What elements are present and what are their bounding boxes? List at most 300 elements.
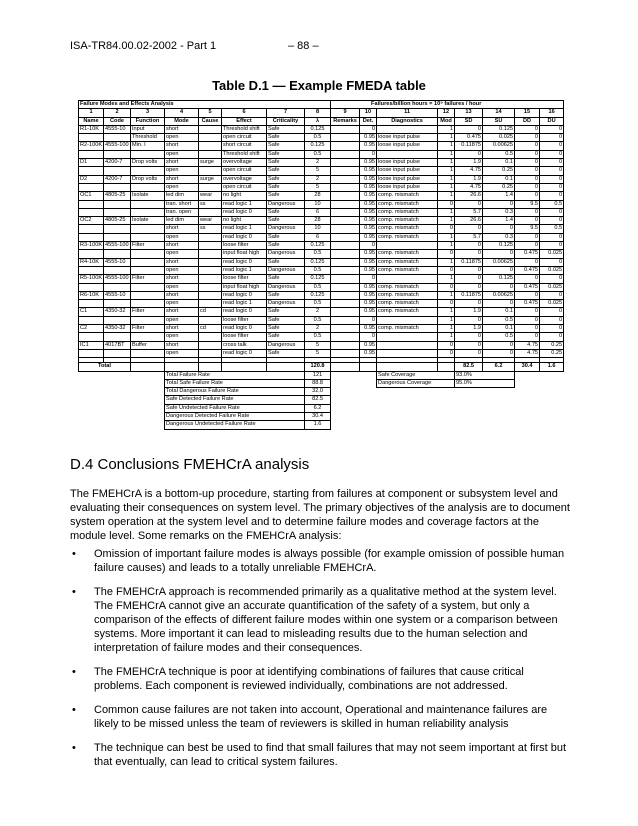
table-cell: 5.7 bbox=[455, 208, 483, 216]
list-item-text: The FMEHCrA technique is poor at identifying combinations of failures that cause critical problems. Each component is reviewed individually, combinations are not addressed. bbox=[94, 666, 524, 692]
table-cell bbox=[131, 300, 165, 308]
table-cell: Safe bbox=[267, 208, 305, 216]
table-cell bbox=[104, 333, 131, 341]
table-row bbox=[79, 175, 564, 183]
table-cell bbox=[199, 363, 222, 371]
table-cell bbox=[79, 167, 104, 175]
table-cell bbox=[331, 183, 360, 191]
table-cell: 0 bbox=[455, 125, 483, 133]
table-row bbox=[79, 341, 564, 349]
summary-value: 6.2 bbox=[305, 404, 331, 412]
table-cell: 0 bbox=[438, 266, 455, 274]
table-cell: 0 bbox=[515, 175, 540, 183]
table-cell: 0 bbox=[540, 325, 564, 333]
table-cell: 0 bbox=[360, 125, 377, 133]
table-cell bbox=[331, 250, 360, 258]
table-cell: 0 bbox=[455, 242, 483, 250]
table-cell: 1.4 bbox=[483, 217, 515, 225]
bullet-icon: • bbox=[72, 742, 76, 754]
table-cell bbox=[199, 266, 222, 274]
table-cell: 0.5 bbox=[305, 134, 331, 142]
table-cell: comp. mismatch bbox=[377, 233, 438, 241]
table-cell: Safe bbox=[267, 217, 305, 225]
table-cell: 0 bbox=[438, 300, 455, 308]
table-cell: 1 bbox=[438, 325, 455, 333]
table-cell: 2 bbox=[305, 325, 331, 333]
table-cell: 0 bbox=[515, 125, 540, 133]
table-cell: 0.025 bbox=[540, 283, 564, 291]
list-item-text: Omission of important failure modes is always possible (for example omission of possible human failure causes) and leads to a totally unreliable FMEHCrA. bbox=[94, 548, 565, 574]
table-cell: Filter bbox=[131, 325, 165, 333]
table-cell bbox=[104, 316, 131, 324]
table-cell: loose input pulse bbox=[377, 175, 438, 183]
table-cell: loose filter bbox=[222, 242, 267, 250]
column-header: DU bbox=[540, 117, 564, 125]
table-cell: read logic 1 bbox=[222, 266, 267, 274]
table-cell: 4555-100 bbox=[105, 275, 129, 282]
table-cell: open bbox=[165, 316, 199, 324]
table-cell bbox=[331, 225, 360, 233]
table-cell: 0.25 bbox=[540, 349, 564, 357]
table-cell bbox=[199, 349, 222, 357]
table-cell bbox=[199, 183, 222, 191]
table-cell: Safe bbox=[267, 159, 305, 167]
table-cell: 0 bbox=[540, 183, 564, 191]
table-cell: 0.5 bbox=[305, 266, 331, 274]
table-cell: 0 bbox=[515, 233, 540, 241]
summary-value: 121 bbox=[305, 371, 331, 379]
table-cell bbox=[360, 363, 377, 371]
table-cell: 0 bbox=[515, 208, 540, 216]
table-cell: 0.3 bbox=[483, 233, 515, 241]
table-cell: short bbox=[165, 242, 199, 250]
table-cell: loose filter bbox=[222, 333, 267, 341]
table-row bbox=[79, 200, 564, 208]
list-item-text: The FMEHCrA approach is recommended primarily as a qualitative method at the system level. The FMEHCrA cannot give an accurate quantification of the safety of a system, but only a comparison of the effects of different failure modes within one system or a comparison between systems. More important it can lead to misleading results due to the human selection and interpretation of failure modes and their consequences. bbox=[94, 586, 558, 654]
table-cell bbox=[131, 183, 165, 191]
table-cell: Input bbox=[131, 125, 165, 133]
table-cell: cross talk bbox=[222, 341, 267, 349]
table-cell: 1 bbox=[438, 175, 455, 183]
table-cell: 0 bbox=[540, 150, 564, 158]
table-cell: 0.11875 bbox=[455, 142, 483, 150]
table-cell bbox=[377, 275, 438, 283]
table-cell: 0 bbox=[483, 266, 515, 274]
list-item bbox=[70, 741, 570, 769]
table-cell: 0 bbox=[515, 242, 540, 250]
table-row bbox=[79, 159, 564, 167]
spacer-cell bbox=[79, 388, 165, 396]
table-cell bbox=[79, 349, 104, 357]
table-cell: read logic 1 bbox=[222, 200, 267, 208]
column-number: 9 bbox=[331, 109, 360, 117]
table-cell: 1 bbox=[438, 333, 455, 341]
table-cell: 0.00625 bbox=[483, 258, 515, 266]
table-title: Table D.1 — Example FMEDA table bbox=[212, 78, 426, 93]
table-cell: 0.125 bbox=[305, 291, 331, 299]
table-row bbox=[79, 217, 564, 225]
summary-label: Total Dangerous Failure Rate bbox=[165, 388, 305, 396]
table-cell: open bbox=[165, 183, 199, 191]
table-cell: 0.95 bbox=[360, 266, 377, 274]
table-cell: R2-100K bbox=[80, 142, 103, 149]
table-cell: IC1 bbox=[79, 341, 104, 349]
table-cell: 0 bbox=[455, 349, 483, 357]
table-cell: 0 bbox=[360, 150, 377, 158]
table-cell: Dangerous bbox=[267, 250, 305, 258]
table-cell: short bbox=[165, 325, 199, 333]
table-cell: 0 bbox=[540, 233, 564, 241]
table-cell: 0 bbox=[540, 142, 564, 150]
spacer-cell bbox=[377, 412, 564, 420]
table-cell: 0 bbox=[540, 125, 564, 133]
table-cell bbox=[131, 150, 165, 158]
table-cell: 0 bbox=[483, 283, 515, 291]
table-cell bbox=[131, 208, 165, 216]
coverage-label: Dangerous Coverage bbox=[377, 379, 455, 387]
table-cell: read logic 0 bbox=[222, 349, 267, 357]
table-cell: 0.475 bbox=[515, 283, 540, 291]
table-cell: OC2 bbox=[79, 217, 104, 225]
total-dd: 30.4 bbox=[515, 363, 540, 371]
table-cell bbox=[199, 208, 222, 216]
table-cell: loose input pulse bbox=[377, 142, 438, 150]
table-cell bbox=[377, 341, 438, 349]
table-title-row bbox=[79, 101, 564, 109]
table-cell: 0 bbox=[360, 275, 377, 283]
table-cell: C1 bbox=[79, 308, 104, 316]
table-cell bbox=[104, 208, 131, 216]
table-cell: Safe bbox=[267, 150, 305, 158]
table-cell: 28 bbox=[305, 217, 331, 225]
table-cell bbox=[199, 333, 222, 341]
fmeda-table bbox=[78, 100, 564, 430]
table-cell bbox=[104, 283, 131, 291]
table-cell bbox=[377, 333, 438, 341]
table-cell: 0.5 bbox=[305, 300, 331, 308]
table-cell bbox=[199, 242, 222, 250]
table-cell: 9.5 bbox=[515, 200, 540, 208]
column-header: DD bbox=[515, 117, 540, 125]
table-cell: 0 bbox=[455, 316, 483, 324]
table-cell: Safe bbox=[267, 333, 305, 341]
document-id: ISA-TR84.00.02-2002 - Part 1 bbox=[70, 40, 217, 52]
total-label: Total bbox=[79, 363, 131, 371]
column-number: 14 bbox=[483, 109, 515, 117]
summary-row bbox=[79, 404, 564, 412]
table-cell bbox=[104, 134, 131, 142]
table-cell: 0 bbox=[438, 250, 455, 258]
table-cell: 0 bbox=[540, 134, 564, 142]
table-cell: D2 bbox=[79, 175, 104, 183]
table-cell: 0.475 bbox=[455, 134, 483, 142]
table-cell: 0.475 bbox=[515, 266, 540, 274]
table-cell: 0.5 bbox=[305, 250, 331, 258]
table-cell bbox=[331, 200, 360, 208]
spacer-cell bbox=[79, 404, 165, 412]
table-cell: Dangerous bbox=[267, 283, 305, 291]
table-cell: comp. mismatch bbox=[377, 283, 438, 291]
table-cell: open circuit bbox=[222, 183, 267, 191]
table-cell: Safe bbox=[267, 275, 305, 283]
spacer-cell bbox=[79, 371, 165, 379]
table-cell: Buffer bbox=[131, 341, 165, 349]
table-cell bbox=[331, 159, 360, 167]
table-cell: comp. mismatch bbox=[377, 266, 438, 274]
table-cell: cd bbox=[199, 325, 222, 333]
table-cell: 1 bbox=[438, 142, 455, 150]
column-header-row bbox=[79, 117, 564, 125]
table-cell bbox=[79, 233, 104, 241]
table-cell: 0.025 bbox=[540, 300, 564, 308]
table-cell: 0 bbox=[540, 208, 564, 216]
table-cell: 4200-7 bbox=[104, 175, 131, 183]
total-su: 6.2 bbox=[483, 363, 515, 371]
table-cell: 0 bbox=[515, 333, 540, 341]
total-du: 1.6 bbox=[540, 363, 564, 371]
table-cell: 1 bbox=[438, 134, 455, 142]
table-cell: 0 bbox=[438, 225, 455, 233]
table-cell: open bbox=[165, 349, 199, 357]
table-cell bbox=[222, 363, 267, 371]
table-row bbox=[79, 242, 564, 250]
table-cell: read logic 0 bbox=[222, 233, 267, 241]
table-cell: 1 bbox=[438, 125, 455, 133]
table-cell: Safe bbox=[267, 142, 305, 150]
table-cell: 0 bbox=[540, 291, 564, 299]
table-cell: R3-100K bbox=[80, 242, 103, 249]
table-cell: 0 bbox=[360, 333, 377, 341]
bullet-icon: • bbox=[72, 704, 76, 716]
table-cell: open bbox=[165, 250, 199, 258]
table-cell bbox=[331, 341, 360, 349]
table-cell bbox=[104, 233, 131, 241]
table-cell bbox=[104, 150, 131, 158]
table-row bbox=[79, 258, 564, 266]
table-cell: read logic 0 bbox=[222, 291, 267, 299]
table-cell: 0.5 bbox=[483, 316, 515, 324]
table-cell: 0 bbox=[483, 225, 515, 233]
table-cell: OC1 bbox=[79, 192, 104, 200]
table-cell bbox=[331, 349, 360, 357]
table-cell: 0.95 bbox=[360, 208, 377, 216]
table-cell: overvoltage bbox=[222, 175, 267, 183]
table-cell bbox=[199, 275, 222, 283]
column-header: SU bbox=[483, 117, 515, 125]
table-cell bbox=[131, 363, 165, 371]
table-cell bbox=[377, 242, 438, 250]
spacer-cell bbox=[331, 404, 377, 412]
table-cell bbox=[131, 266, 165, 274]
table-cell: 0.125 bbox=[305, 258, 331, 266]
table-cell: 0.95 bbox=[360, 300, 377, 308]
table-cell: 4555-100 bbox=[105, 142, 129, 149]
spacer-cell bbox=[515, 371, 564, 379]
table-row bbox=[79, 225, 564, 233]
table-row bbox=[79, 316, 564, 324]
table-cell bbox=[79, 150, 104, 158]
section-heading: D.4 Conclusions FMEHCrA analysis bbox=[70, 456, 310, 473]
spacer-cell bbox=[377, 388, 564, 396]
table-cell: comp. mismatch bbox=[377, 208, 438, 216]
table-cell: 0.00625 bbox=[483, 142, 515, 150]
table-cell: Threshold shift bbox=[222, 125, 267, 133]
table-cell: 0.11875 bbox=[455, 291, 483, 299]
column-number-row bbox=[79, 109, 564, 117]
table-cell: 0.00625 bbox=[483, 291, 515, 299]
table-cell: 0 bbox=[455, 275, 483, 283]
bullet-icon: • bbox=[72, 548, 76, 560]
table-cell: 1 bbox=[438, 217, 455, 225]
list-item bbox=[70, 585, 570, 655]
summary-value: 30.4 bbox=[305, 412, 331, 420]
table-cell: 1 bbox=[438, 159, 455, 167]
table-row bbox=[79, 349, 564, 357]
table-cell bbox=[377, 316, 438, 324]
table-cell: comp. mismatch bbox=[377, 300, 438, 308]
table-cell: loose input pulse bbox=[377, 134, 438, 142]
table-cell: R1-10K bbox=[79, 125, 104, 133]
column-number: 4 bbox=[165, 109, 199, 117]
table-cell: 0 bbox=[483, 349, 515, 357]
table-cell bbox=[438, 363, 455, 371]
table-cell: loose input pulse bbox=[377, 183, 438, 191]
table-cell: 1.9 bbox=[455, 175, 483, 183]
table-cell bbox=[377, 363, 438, 371]
table-cell: 28 bbox=[305, 192, 331, 200]
table-cell: Safe bbox=[267, 258, 305, 266]
table-cell: 0 bbox=[540, 275, 564, 283]
table-cell: short bbox=[165, 275, 199, 283]
table-cell: 0 bbox=[515, 275, 540, 283]
table-cell: 0.95 bbox=[360, 200, 377, 208]
table-cell: short bbox=[165, 225, 199, 233]
table-cell: short bbox=[165, 258, 199, 266]
table-cell: 0.025 bbox=[483, 134, 515, 142]
table-cell bbox=[331, 142, 360, 150]
table-cell: 0 bbox=[515, 167, 540, 175]
table-cell: 0.95 bbox=[360, 175, 377, 183]
table-cell bbox=[199, 258, 222, 266]
bullet-icon: • bbox=[72, 586, 76, 598]
list-item bbox=[70, 665, 570, 693]
table-cell bbox=[331, 217, 360, 225]
table-row bbox=[79, 125, 564, 133]
table-cell: 0 bbox=[515, 183, 540, 191]
table-cell: 0.95 bbox=[360, 349, 377, 357]
table-cell: 0 bbox=[515, 325, 540, 333]
table-cell: 0.1 bbox=[483, 159, 515, 167]
table-cell: loose filter bbox=[222, 316, 267, 324]
table-cell: 1 bbox=[438, 183, 455, 191]
table-cell: Filter bbox=[131, 275, 165, 283]
table-cell bbox=[199, 316, 222, 324]
table-cell bbox=[79, 333, 104, 341]
table-cell bbox=[79, 250, 104, 258]
column-header: Criticality bbox=[267, 117, 305, 125]
spacer-cell bbox=[331, 371, 377, 379]
table-cell bbox=[199, 150, 222, 158]
table-cell: 1 bbox=[438, 291, 455, 299]
table-cell: 0.95 bbox=[360, 291, 377, 299]
table-row bbox=[79, 134, 564, 142]
table-cell: Safe bbox=[267, 192, 305, 200]
table-row bbox=[79, 308, 564, 316]
table-row bbox=[79, 233, 564, 241]
spacer-cell bbox=[377, 421, 564, 429]
table-cell: Safe bbox=[267, 325, 305, 333]
table-cell bbox=[131, 291, 165, 299]
table-cell: 0 bbox=[540, 308, 564, 316]
table-cell: 0.125 bbox=[483, 242, 515, 250]
table-cell: 0.95 bbox=[360, 192, 377, 200]
table-cell bbox=[104, 200, 131, 208]
table-cell: 5.7 bbox=[455, 233, 483, 241]
summary-label: Dangerous Detected Failure Rate bbox=[165, 412, 305, 420]
table-row bbox=[79, 283, 564, 291]
table-cell bbox=[331, 333, 360, 341]
table-cell: input float high bbox=[222, 283, 267, 291]
table-cell: open bbox=[165, 283, 199, 291]
table-cell: comp. mismatch bbox=[377, 217, 438, 225]
table-cell: 0.475 bbox=[515, 300, 540, 308]
table-cell bbox=[79, 134, 104, 142]
column-header: Name bbox=[79, 117, 104, 125]
spacer-cell bbox=[331, 388, 377, 396]
table-cell: 0.95 bbox=[360, 341, 377, 349]
table-cell: 0 bbox=[540, 217, 564, 225]
table-cell: 1 bbox=[438, 308, 455, 316]
table-cell bbox=[199, 142, 222, 150]
table-cell: 0.125 bbox=[305, 142, 331, 150]
table-cell: Filter bbox=[131, 242, 165, 250]
table-cell: 0 bbox=[455, 150, 483, 158]
table-cell: 4350-32 bbox=[104, 308, 131, 316]
table-cell: 0 bbox=[515, 217, 540, 225]
table-cell: R4-10K bbox=[79, 258, 104, 266]
table-cell bbox=[131, 316, 165, 324]
table-cell: 1 bbox=[438, 208, 455, 216]
table-cell: 0 bbox=[438, 283, 455, 291]
table-cell: 1 bbox=[438, 275, 455, 283]
table-cell: 0.125 bbox=[305, 125, 331, 133]
table-cell: 4805-25 bbox=[104, 217, 131, 225]
column-number: 3 bbox=[131, 109, 165, 117]
table-cell bbox=[331, 150, 360, 158]
spacer-cell bbox=[331, 396, 377, 404]
table-row bbox=[79, 325, 564, 333]
table-cell bbox=[104, 349, 131, 357]
table-cell: comp. mismatch bbox=[377, 250, 438, 258]
table-cell: 5 bbox=[305, 183, 331, 191]
table-cell: 1 bbox=[438, 167, 455, 175]
table-cell: 2 bbox=[305, 159, 331, 167]
table-cell: R5-100K bbox=[80, 275, 103, 282]
table-cell: 0.95 bbox=[360, 142, 377, 150]
table-row bbox=[79, 183, 564, 191]
table-cell: 0 bbox=[540, 242, 564, 250]
table-cell: 0 bbox=[483, 250, 515, 258]
table-cell: short bbox=[165, 308, 199, 316]
table-cell: Safe bbox=[267, 134, 305, 142]
table-cell: Dangerous bbox=[267, 300, 305, 308]
summary-label: Total Safe Failure Rate bbox=[165, 379, 305, 387]
table-cell: 5 bbox=[305, 341, 331, 349]
table-cell: open bbox=[165, 300, 199, 308]
table-cell: Dangerous bbox=[267, 266, 305, 274]
table-cell: Safe bbox=[267, 175, 305, 183]
table-cell: comp. mismatch bbox=[377, 258, 438, 266]
